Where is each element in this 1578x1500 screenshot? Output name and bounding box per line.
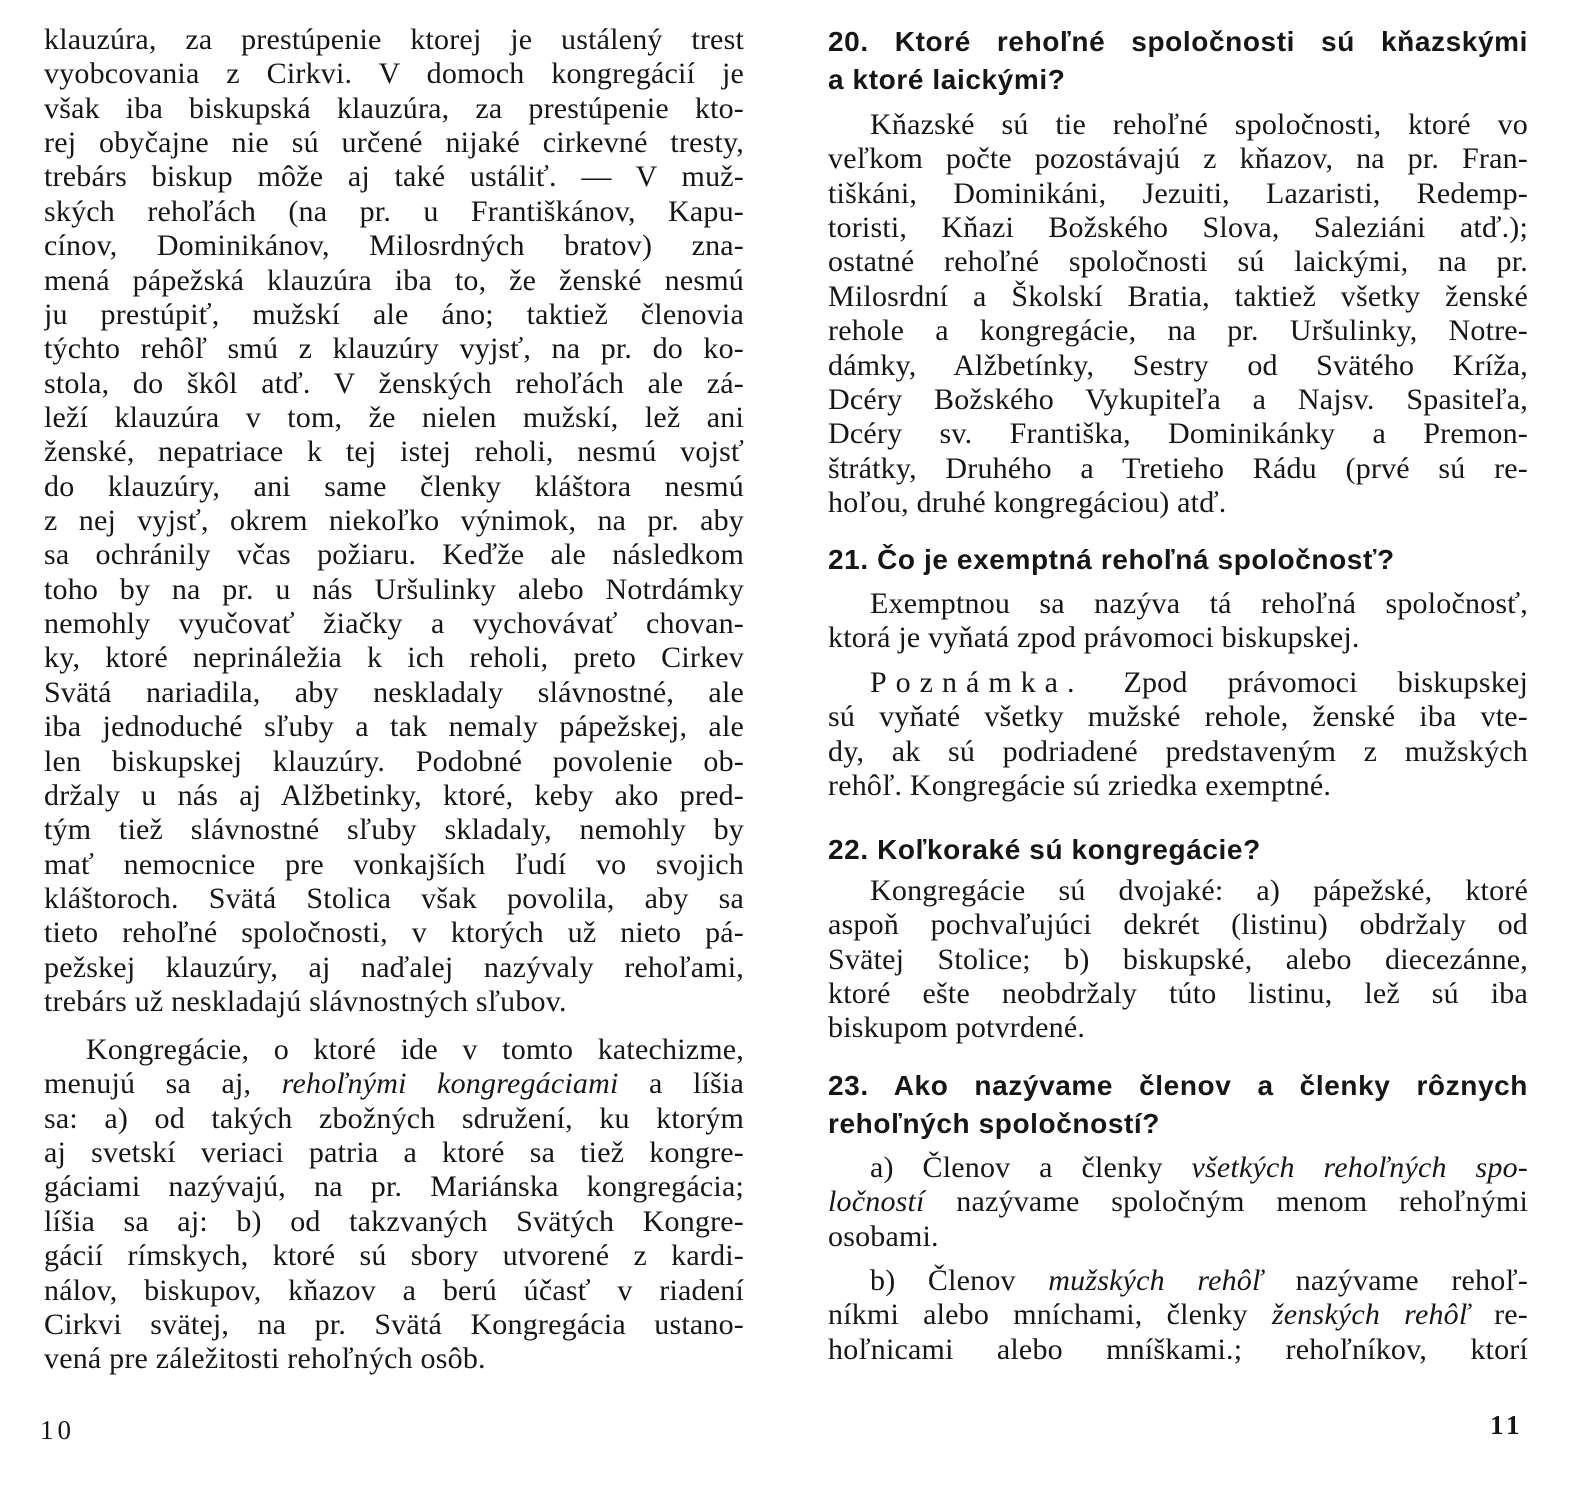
text-line: gáciami nazývajú, na pr. Mariánska kongregácia;	[44, 1170, 744, 1204]
heading-line: rehoľných spoločností?	[828, 1108, 1161, 1139]
italic-term: ženských rehôľ	[1271, 1298, 1470, 1332]
question-22-answer	[828, 874, 1528, 1046]
text-segment: nazývame spoločným menom rehoľnými	[924, 1185, 1528, 1219]
note-label: Poznámka.	[870, 666, 1084, 699]
text-line: Cirkvi svätej, na pr. Svätá Kongregácia ustano-	[44, 1307, 744, 1341]
text-line: veľkom počte pozostávajú z kňazov, na pr. Fran-	[828, 142, 1528, 176]
page-number-right: 11	[1490, 1410, 1524, 1440]
text-line	[828, 1151, 1528, 1185]
text-line: ky, ktoré neprináležia k ich reholi, preto Cirkev	[44, 641, 744, 675]
text-segment: a) Členov a členky	[870, 1151, 1192, 1184]
text-segment: menujú sa aj,	[44, 1067, 282, 1101]
left-page	[44, 0, 744, 1500]
text-line: rej obyčajne nie sú určené nijaké cirkevné tresty,	[44, 126, 744, 160]
text-line: držaly u nás aj Alžbetinky, ktoré, keby ako pred-	[44, 778, 744, 812]
heading-line: 22. Koľkoraké sú kongregácie?	[828, 834, 1261, 865]
heading-line: 23. Ako nazývame členov a členky rôznych	[828, 1070, 1528, 1101]
text-line: ktoré ešte neobdržaly túto listinu, lež sú iba	[828, 977, 1528, 1011]
text-line: tiškáni, Dominikáni, Jezuiti, Lazaristi, Redemp-	[828, 176, 1528, 210]
text-line: však iba biskupská klauzúra, za prestúpenie kto-	[44, 91, 744, 125]
text-line: vená pre záležitosti rehoľných osôb.	[44, 1342, 486, 1376]
text-line: ostatné rehoľné spoločnosti sú laickými, na pr.	[828, 245, 1528, 279]
text-line: tieto rehoľné spoločnosti, v ktorých už nieto pá-	[44, 916, 744, 950]
text-line: gácií rímskych, ktoré sú sbory utvorené z kardi-	[44, 1239, 744, 1273]
text-line: ktorá je vyňatá zpod právomoci biskupskej.	[828, 621, 1360, 655]
text-segment: b) Členov	[870, 1264, 1049, 1297]
question-23-answer-b	[828, 1264, 1528, 1367]
text-line: aj svetskí veriaci patria a ktoré sa tiež kongre-	[44, 1136, 744, 1170]
paragraph-kongregacie	[44, 1033, 744, 1377]
text-line: ju prestúpiť, mužskí ale áno; taktiež členovia	[44, 297, 744, 331]
heading-line: 21. Čo je exemptná rehoľná spoločnosť?	[828, 544, 1395, 575]
text-segment: a líšia	[618, 1067, 744, 1101]
text-line: leží klauzúra v tom, že nielen mužskí, lež ani	[44, 400, 744, 434]
text-line: mená pápežská klauzúra iba to, že ženské nesmú	[44, 263, 744, 297]
text-line: rehôľ. Kongregácie sú zriedka exemptné.	[828, 769, 1332, 803]
italic-term: rehoľnými kongregáciami	[281, 1067, 619, 1101]
text-line: do klauzúry, ani same členky kláštora nesmú	[44, 469, 744, 503]
question-21-heading	[828, 541, 1528, 579]
right-page	[828, 0, 1528, 1500]
text-line: toristi, Kňazi Božského Slova, Saleziáni atď.);	[828, 211, 1528, 245]
text-line: ských rehoľách (na pr. u Františkánov, Kapu-	[44, 194, 744, 228]
text-line: kláštoroch. Svätá Stolica však povolila, aby sa	[44, 881, 744, 915]
text-line	[44, 1067, 744, 1101]
text-segment: nazývame rehoľ-	[1263, 1264, 1528, 1297]
text-line: sa ochránily včas požiaru. Keďže ale následkom	[44, 538, 744, 572]
text-line: rehole a kongregácie, na pr. Uršulinky, Notre-	[828, 314, 1528, 348]
text-line: biskupom potvrdené.	[828, 1011, 1086, 1045]
text-line	[828, 666, 1528, 700]
text-line: trebárs už neskladajú slávnostných sľubov.	[44, 985, 567, 1019]
text-line: Svätej Stolice; b) biskupské, alebo diecezánne,	[828, 942, 1528, 976]
text-line: Exemptnou sa nazýva tá rehoľná spoločnosť,	[870, 587, 1528, 620]
question-23-heading	[828, 1067, 1528, 1143]
italic-term: ločností	[828, 1185, 925, 1219]
question-21-note	[828, 666, 1528, 803]
text-line: dámky, Alžbetínky, Sestry od Svätého Kríža,	[828, 348, 1528, 382]
text-line: Svätá nariadila, aby neskladaly slávnostné, ale	[44, 675, 744, 709]
question-22-heading	[828, 831, 1528, 869]
question-20-answer	[828, 108, 1528, 520]
text-line: aspoň pochvaľujúci dekrét (listinu) obdržaly od	[828, 908, 1528, 942]
text-line: toho by na pr. u nás Uršulinky alebo Notrdámky	[44, 572, 744, 606]
italic-term: mužských rehôľ	[1048, 1264, 1264, 1297]
text-line: trebárs biskup môže aj také ustáliť. — V muž-	[44, 160, 744, 194]
text-line: Kňazské sú tie rehoľné spoločnosti, ktoré vo	[870, 108, 1528, 141]
page-number-left: 10	[40, 1415, 75, 1445]
heading-line: a ktoré laickými?	[828, 64, 1066, 95]
text-line: stola, do škôl atď. V ženských rehoľách ale zá-	[44, 366, 744, 400]
text-line: sú vyňaté všetky mužské rehole, ženské iba vte-	[828, 700, 1528, 734]
text-segment: Zpod právomoci biskupskej	[1083, 666, 1528, 699]
text-line: z nej vyjsť, okrem niekoľko výnimok, na pr. aby	[44, 504, 744, 538]
heading-line: 20. Ktoré rehoľné spoločnosti sú kňazskými	[828, 26, 1528, 57]
text-line: nemohly vyučovať žiačky a vychovávať chovan-	[44, 607, 744, 641]
question-23-answer-a	[828, 1151, 1528, 1254]
text-line: líšia sa aj: b) od takzvaných Svätých Kongre-	[44, 1204, 744, 1238]
text-line: Dcéry sv. Františka, Dominikánky a Premon-	[828, 417, 1528, 451]
text-line: iba jednoduché sľuby a tak nemaly pápežskej, ale	[44, 710, 744, 744]
text-line: Dcéry Božského Vykupiteľa a Najsv. Spasiteľa,	[828, 382, 1528, 416]
text-line: cínov, Dominikánov, Milosrdných bratov) zna-	[44, 229, 744, 263]
text-line: klauzúra, za prestúpenie ktorej je ustálený trest	[44, 23, 744, 56]
text-line: hoľnicami alebo mníškami.; rehoľníkov, ktorí	[828, 1332, 1528, 1366]
text-line: štrátky, Druhého a Tretieho Rádu (prvé sú re-	[828, 451, 1528, 485]
text-line: nálov, biskupov, kňazov a berú účasť v riadení	[44, 1273, 744, 1307]
text-line: mať nemocnice pre vonkajších ľudí vo svojich	[44, 847, 744, 881]
text-line	[828, 1298, 1528, 1332]
text-segment: níkmi alebo mníchami, členky	[828, 1298, 1272, 1332]
text-line	[828, 1264, 1528, 1298]
text-line: ženské, nepatriace k tej istej reholi, nesmú vojsť	[44, 435, 744, 469]
italic-term: všetkých rehoľných spo-	[1191, 1151, 1528, 1184]
text-line: Kongregácie, o ktoré ide v tomto katechizme,	[86, 1033, 744, 1066]
text-line: tým tiež slávnostné sľuby skladaly, nemohly by	[44, 813, 744, 847]
text-line: hoľou, druhé kongregáciou) atď.	[828, 485, 1227, 519]
text-line: Milosrdní a Školskí Bratia, taktiež všetky ženské	[828, 279, 1528, 313]
text-line: Kongregácie sú dvojaké: a) pápežské, ktoré	[870, 874, 1528, 907]
text-line: osobami.	[828, 1219, 939, 1253]
paragraph-klauzura	[44, 23, 744, 1019]
text-line: pežskej klauzúry, aj naďalej nazývaly rehoľami,	[44, 950, 744, 984]
text-segment: re-	[1469, 1298, 1528, 1332]
text-line: týchto rehôľ smú z klauzúry vyjsť, na pr. do ko-	[44, 332, 744, 366]
question-21-answer	[828, 587, 1528, 656]
text-line: dy, ak sú podriadené predstaveným z mužských	[828, 734, 1528, 768]
text-line: sa: a) od takých zbožných sdružení, ku ktorým	[44, 1101, 744, 1135]
text-line: vyobcovania z Cirkvi. V domoch kongregácií je	[44, 57, 744, 91]
question-20-heading	[828, 23, 1528, 99]
text-line: len biskupskej klauzúry. Podobné povolenie ob-	[44, 744, 744, 778]
text-line	[828, 1185, 1528, 1219]
